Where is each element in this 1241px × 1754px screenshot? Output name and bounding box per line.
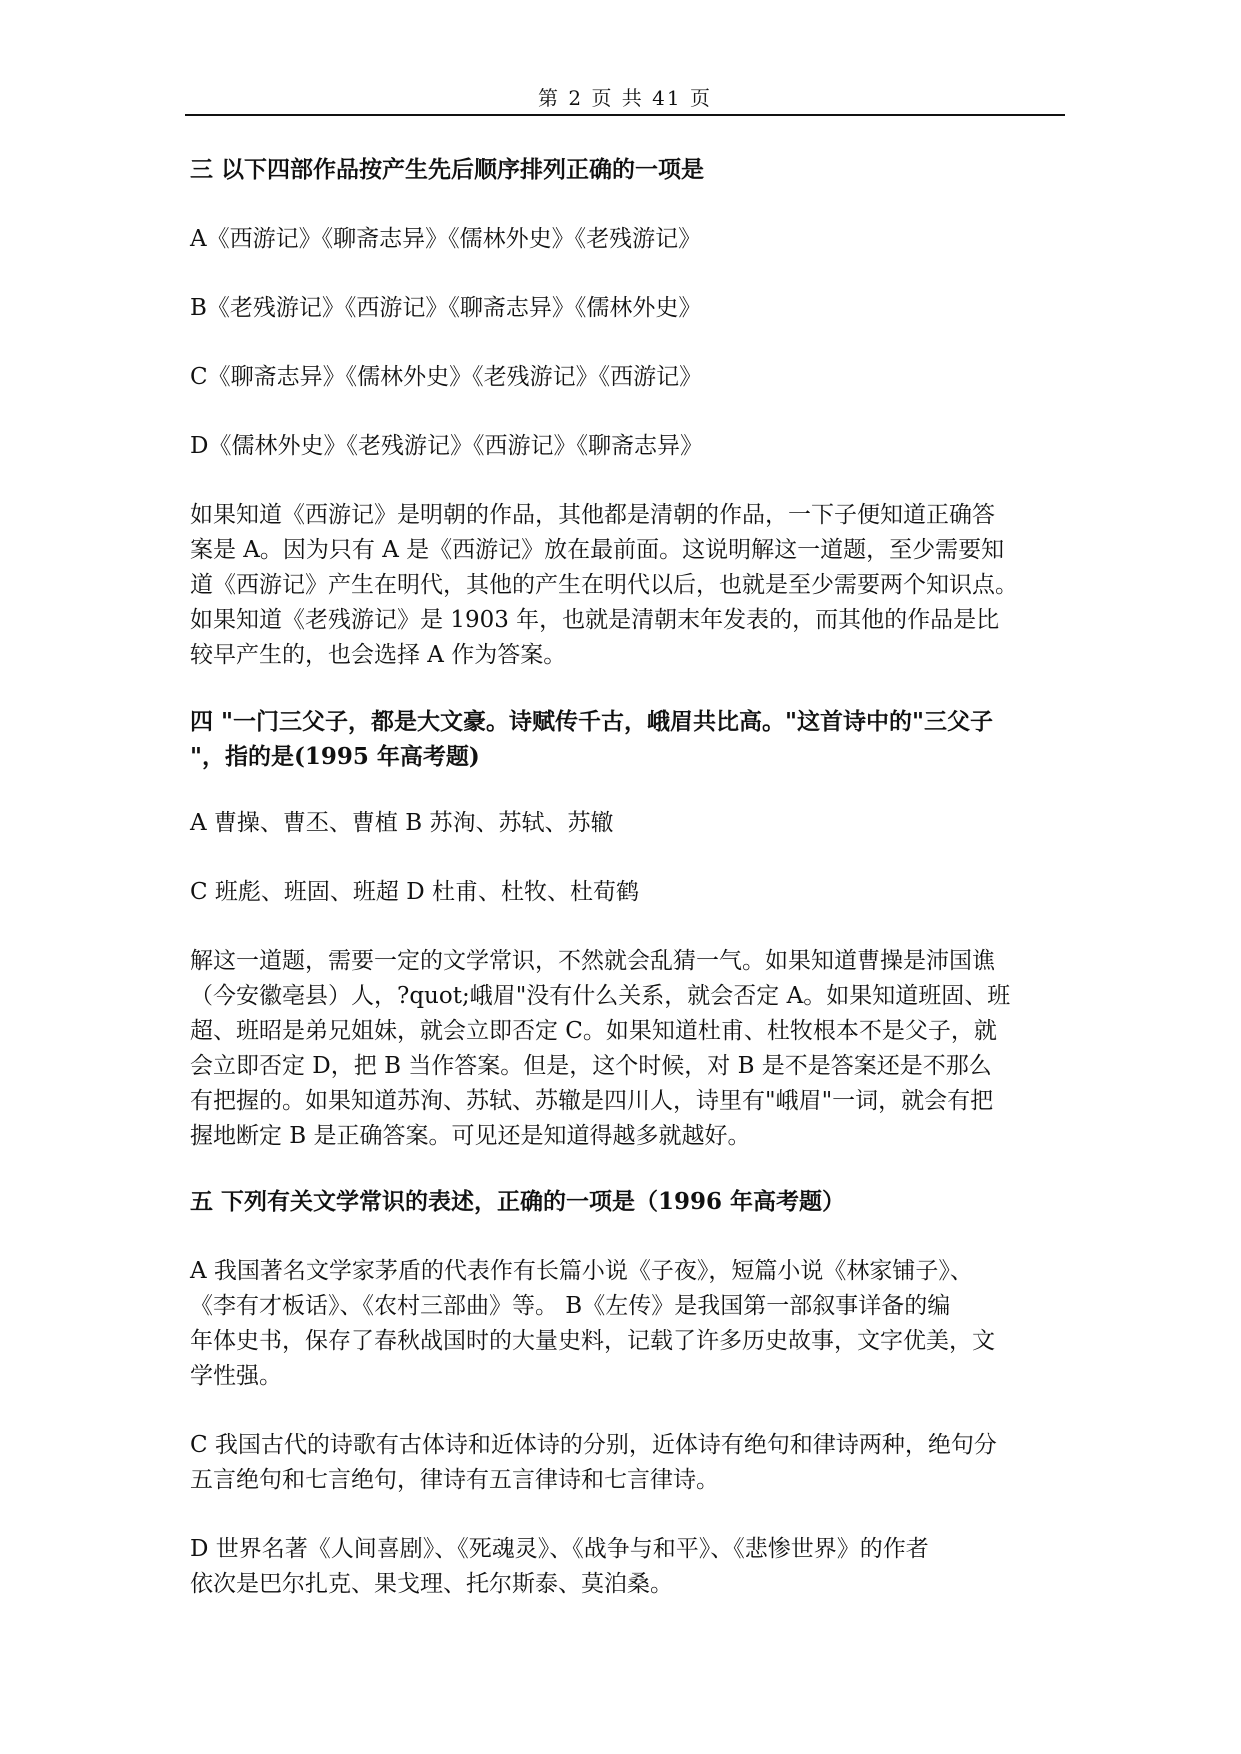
- option-line: 《李有才板话》、《农村三部曲》等。 B《左传》是我国第一部叙事详备的编: [190, 1293, 951, 1319]
- option-line: 年体史书，保存了春秋战国时的大量史料，记载了许多历史故事，文字优美，文: [190, 1328, 995, 1354]
- explanation-line: 案是 A。因为只有 A 是《西游记》放在最前面。这说明解这一道题，至少需要知: [190, 537, 1005, 563]
- question-5-option-d: [190, 1532, 1065, 1602]
- explanation-line: 有把握的。如果知道苏洵、苏轼、苏辙是四川人，诗里有"峨眉"一词，就会有把: [190, 1088, 994, 1114]
- question-3-option-a: A《西游记》《聊斋志异》《儒林外史》《老残游记》: [190, 226, 702, 252]
- explanation-line: 握地断定 B 是正确答案。可见还是知道得越多就越好。: [190, 1123, 751, 1149]
- option-line: A 我国著名文学家茅盾的代表作有长篇小说《子夜》，短篇小说《林家铺子》、: [190, 1258, 973, 1284]
- question-3-option-d: D《儒林外史》《老残游记》《西游记》《聊斋志异》: [190, 433, 703, 459]
- question-4-title: [190, 704, 1065, 774]
- header-divider: [185, 114, 1065, 116]
- option-line: 依次是巴尔扎克、果戈理、托尔斯泰、莫泊桑。: [190, 1571, 673, 1597]
- explanation-line: 较早产生的，也会选择 A 作为答案。: [190, 642, 567, 668]
- question-4-options-cd: C 班彪、班固、班超 D 杜甫、杜牧、杜荀鹤: [190, 879, 639, 905]
- explanation-line: 会立即否定 D，把 B 当作答案。但是，这个时候，对 B 是不是答案还是不那么: [190, 1053, 992, 1079]
- question-4-title-line: 四 "一门三父子，都是大文豪。诗赋传千古，峨眉共比高。"这首诗中的"三父子: [190, 708, 993, 735]
- option-line: 学性强。: [190, 1363, 282, 1389]
- question-4-title-line: "，指的是(1995 年高考题): [190, 743, 480, 770]
- explanation-line: 道《西游记》产生在明代，其他的产生在明代以后，也就是至少需要两个知识点。: [190, 572, 1018, 598]
- question-4-explanation: [190, 944, 1065, 1154]
- question-5-options-ab: [190, 1254, 1065, 1394]
- question-4-options-ab: A 曹操、曹丕、曹植 B 苏洵、苏轼、苏辙: [190, 810, 614, 836]
- option-line: C 我国古代的诗歌有古体诗和近体诗的分别，近体诗有绝句和律诗两种，绝句分: [190, 1432, 997, 1458]
- explanation-line: 超、班昭是弟兄姐妹，就会立即否定 C。如果知道杜甫、杜牧根本不是父子，就: [190, 1018, 997, 1044]
- explanation-line: （今安徽亳县）人，?quot;峨眉"没有什么关系，就会否定 A。如果知道班固、班: [190, 983, 1011, 1009]
- question-3-title: 三 以下四部作品按产生先后顺序排列正确的一项是: [190, 156, 705, 183]
- question-3-option-c: C《聊斋志异》《儒林外史》《老残游记》《西游记》: [190, 364, 703, 390]
- explanation-line: 解这一道题，需要一定的文学常识，不然就会乱猜一气。如果知道曹操是沛国谯: [190, 948, 995, 974]
- question-3-option-b: B《老残游记》《西游记》《聊斋志异》《儒林外史》: [190, 295, 702, 321]
- question-5-title: 五 下列有关文学常识的表述，正确的一项是（1996 年高考题）: [190, 1188, 846, 1215]
- option-line: 五言绝句和七言绝句，律诗有五言律诗和七言律诗。: [190, 1467, 719, 1493]
- question-5-option-c: [190, 1428, 1065, 1498]
- option-line: D 世界名著《人间喜剧》、《死魂灵》、《战争与和平》、《悲惨世界》的作者: [190, 1536, 929, 1562]
- explanation-line: 如果知道《西游记》是明朝的作品，其他都是清朝的作品，一下子便知道正确答: [190, 502, 995, 528]
- explanation-line: 如果知道《老残游记》是 1903 年，也就是清朝末年发表的，而其他的作品是比: [190, 607, 1000, 633]
- question-3-explanation: [190, 498, 1065, 673]
- page-number-header: 第 2 页 共 41 页: [538, 86, 712, 110]
